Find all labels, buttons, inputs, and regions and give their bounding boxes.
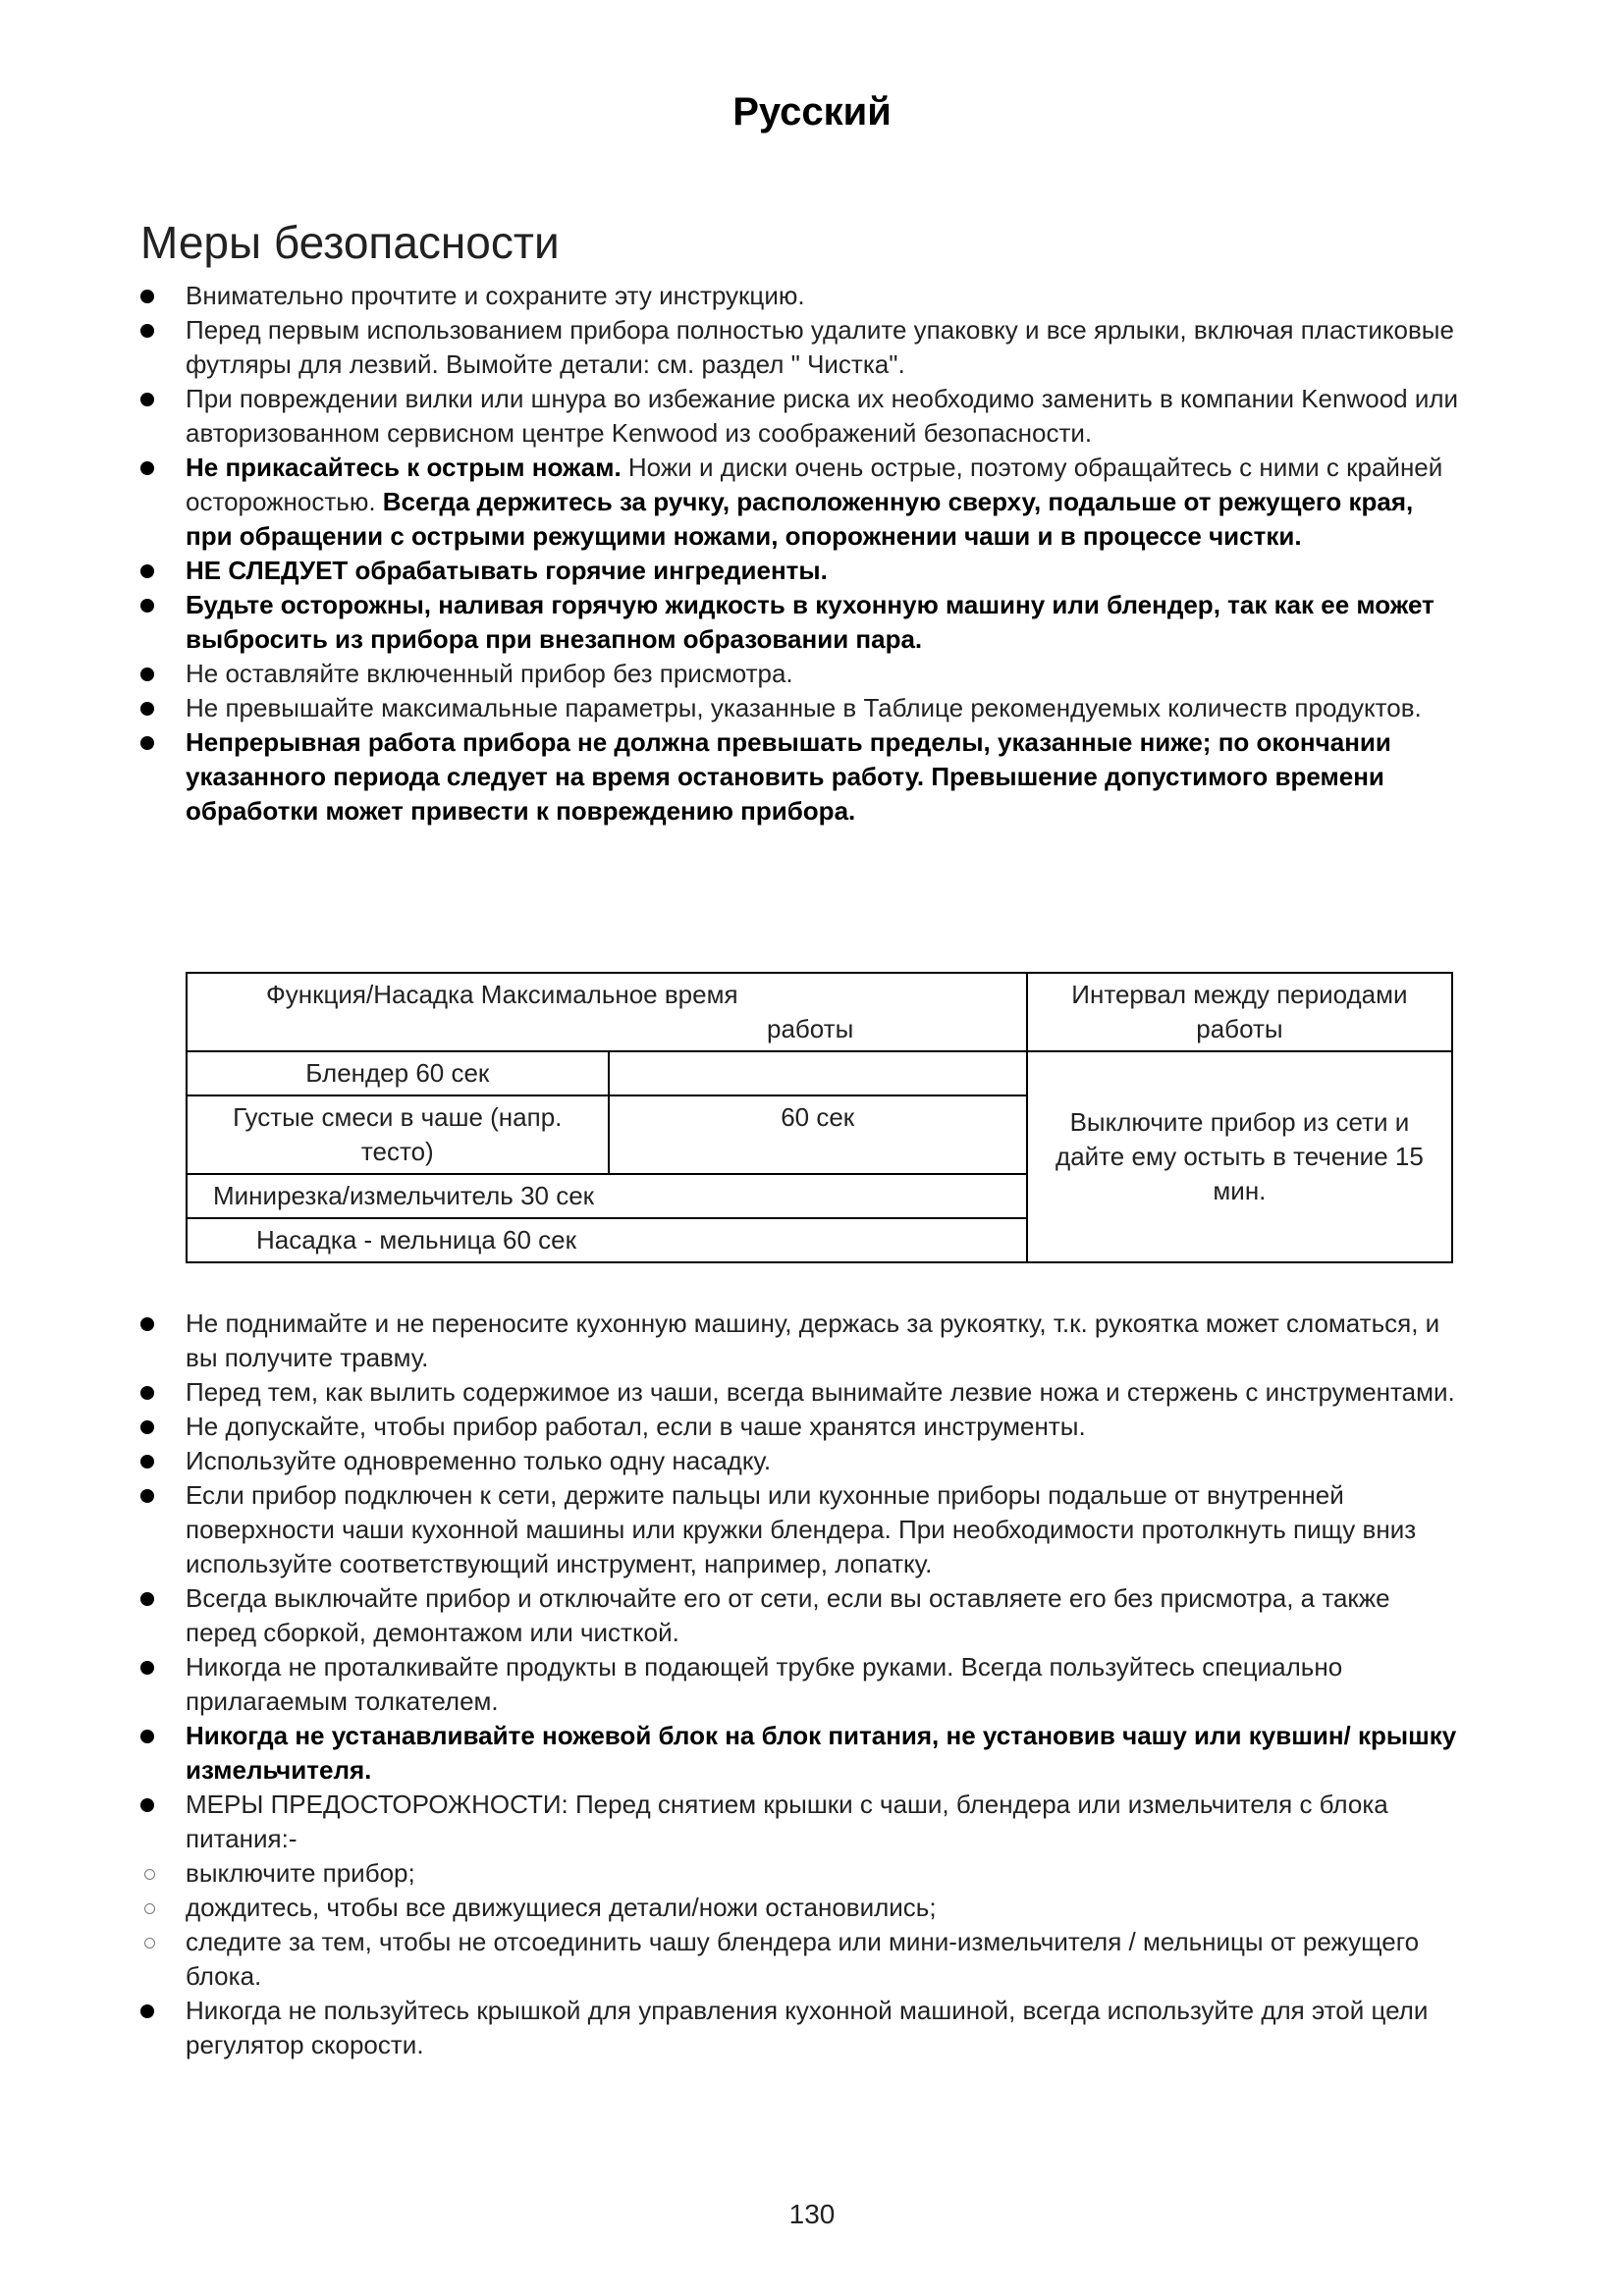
bullet-icon xyxy=(140,564,154,578)
bullet-icon xyxy=(140,324,154,338)
bullet-icon xyxy=(140,667,154,681)
table-cell-time: 60 сек xyxy=(609,1095,1027,1174)
bullet-icon xyxy=(140,1592,154,1606)
table-cell-function: Густые смеси в чаше (напр. тесто) xyxy=(187,1095,609,1174)
bullet-icon xyxy=(140,1661,154,1675)
section-title: Меры безопасности xyxy=(140,217,560,268)
circle-bullet-icon xyxy=(144,1938,155,1949)
bullet-icon xyxy=(140,599,154,613)
circle-bullet-icon xyxy=(144,1903,155,1914)
sub-list-item: следите за тем, чтобы не отсоединить чашу блендера или мини-измельчителя / мельницы от режущего блока. xyxy=(140,1925,1466,1994)
operating-limits-table xyxy=(186,972,1453,1263)
bullet-icon xyxy=(140,461,154,475)
list-item: Не прикасайтесь к острым ножам. Ножи и диски очень острые, поэтому обращайтесь с ними с крайней осторожностью. Всегда держитесь за ручку, расположенную сверху, подальше от режущего края, при обращении с острыми режущими ножами, опорожнении чаши и в процессе чистки. xyxy=(140,451,1466,554)
language-heading: Русский xyxy=(732,90,892,133)
circle-bullet-icon xyxy=(144,1869,155,1880)
bullet-icon xyxy=(140,1730,154,1743)
table-cell-function: Блендер 60 сек xyxy=(187,1051,609,1095)
bullet-icon xyxy=(140,1455,154,1468)
list-item: Внимательно прочтите и сохраните эту инструкцию. xyxy=(140,279,1466,313)
sub-list-item: выключите прибор; xyxy=(140,1856,1466,1891)
list-item: Не оставляйте включенный прибор без присмотра. xyxy=(140,657,1466,691)
bullet-icon xyxy=(140,2004,154,2018)
bullet-icon xyxy=(140,1386,154,1400)
table-header-interval: Интервал между периодами работы xyxy=(1027,973,1452,1051)
list-item: Всегда выключайте прибор и отключайте его от сети, если вы оставляете его без присмотра, а также перед сборкой, демонтажом или чисткой. xyxy=(140,1581,1466,1650)
bullet-icon xyxy=(140,1798,154,1812)
sub-list-item: дождитесь, чтобы все движущиеся детали/ножи остановились; xyxy=(140,1891,1466,1925)
table-cell-interval: Выключите прибор из сети и дайте ему остыть в течение 15 мин. xyxy=(1027,1051,1452,1262)
bullet-icon xyxy=(140,736,154,750)
list-item: МЕРЫ ПРЕДОСТОРОЖНОСТИ: Перед снятием крышки с чаши, блендера или измельчителя с блока питания:- xyxy=(140,1788,1466,1856)
table-header-function-time: Функция/Насадка Максимальное время работы xyxy=(187,973,1027,1051)
bullet-icon xyxy=(140,702,154,716)
list-item: Не допускайте, чтобы прибор работал, если в чаше хранятся инструменты. xyxy=(140,1410,1466,1444)
table-cell-time xyxy=(609,1051,1027,1095)
bullet-icon xyxy=(140,290,154,303)
bullet-icon xyxy=(140,1420,154,1434)
list-item: НЕ СЛЕДУЕТ обрабатывать горячие ингредиенты. xyxy=(140,554,1466,588)
table-row xyxy=(187,1051,1452,1095)
page-number: 130 xyxy=(788,2199,836,2229)
bullet-icon xyxy=(140,393,154,406)
bullet-icon xyxy=(140,1317,154,1331)
list-item: Никогда не устанавливайте ножевой блок на блок питания, не установив чашу или кувшин/ крышку измельчителя. xyxy=(140,1719,1466,1788)
bullet-icon xyxy=(140,1489,154,1503)
list-item: Никогда не пользуйтесь крышкой для управления кухонной машиной, всегда используйте для этой цели регулятор скорости. xyxy=(140,1994,1466,2062)
table-header-row xyxy=(187,973,1452,1051)
list-item: Перед тем, как вылить содержимое из чаши, всегда вынимайте лезвие ножа и стержень с инструментами. xyxy=(140,1375,1466,1410)
list-item: Будьте осторожны, наливая горячую жидкость в кухонную машину или блендер, так как ее может выбросить из прибора при внезапном образовании пара. xyxy=(140,588,1466,657)
list-item: При повреждении вилки или шнура во избежание риска их необходимо заменить в компании Kenwood или авторизованном сервисном центре Kenwood из соображений безопасности. xyxy=(140,382,1466,451)
list-item: Никогда не проталкивайте продукты в подающей трубке руками. Всегда пользуйтесь специально прилагаемым толкателем. xyxy=(140,1650,1466,1719)
list-item: Если прибор подключен к сети, держите пальцы или кухонные приборы подальше от внутренней поверхности чаши кухонной машины или кружки блендера. При необходимости протолкнуть пищу вниз используйте соответствующий инструмент, например, лопатку. xyxy=(140,1478,1466,1581)
list-item: Не поднимайте и не переносите кухонную машину, держась за рукоятку, т.к. рукоятка может сломаться, и вы получите травму. xyxy=(140,1307,1466,1375)
safety-list-bottom xyxy=(140,1307,1466,2062)
list-item: Не превышайте максимальные параметры, указанные в Таблице рекомендуемых количеств продуктов. xyxy=(140,691,1466,725)
list-item: Перед первым использованием прибора полностью удалите упаковку и все ярлыки, включая пластиковые футляры для лезвий. Вымойте детали: см. раздел " Чистка". xyxy=(140,313,1466,382)
list-item: Используйте одновременно только одну насадку. xyxy=(140,1444,1466,1478)
list-item: Непрерывная работа прибора не должна превышать пределы, указанные ниже; по окончании указанного периода следует на время остановить работу. Превышение допустимого времени обработки может привести к повреждению прибора. xyxy=(140,725,1466,828)
safety-list-top xyxy=(140,279,1466,828)
table-cell-function: Минирезка/измельчитель 30 сек xyxy=(187,1174,1027,1218)
table-cell-function: Насадка - мельница 60 сек xyxy=(187,1218,1027,1262)
